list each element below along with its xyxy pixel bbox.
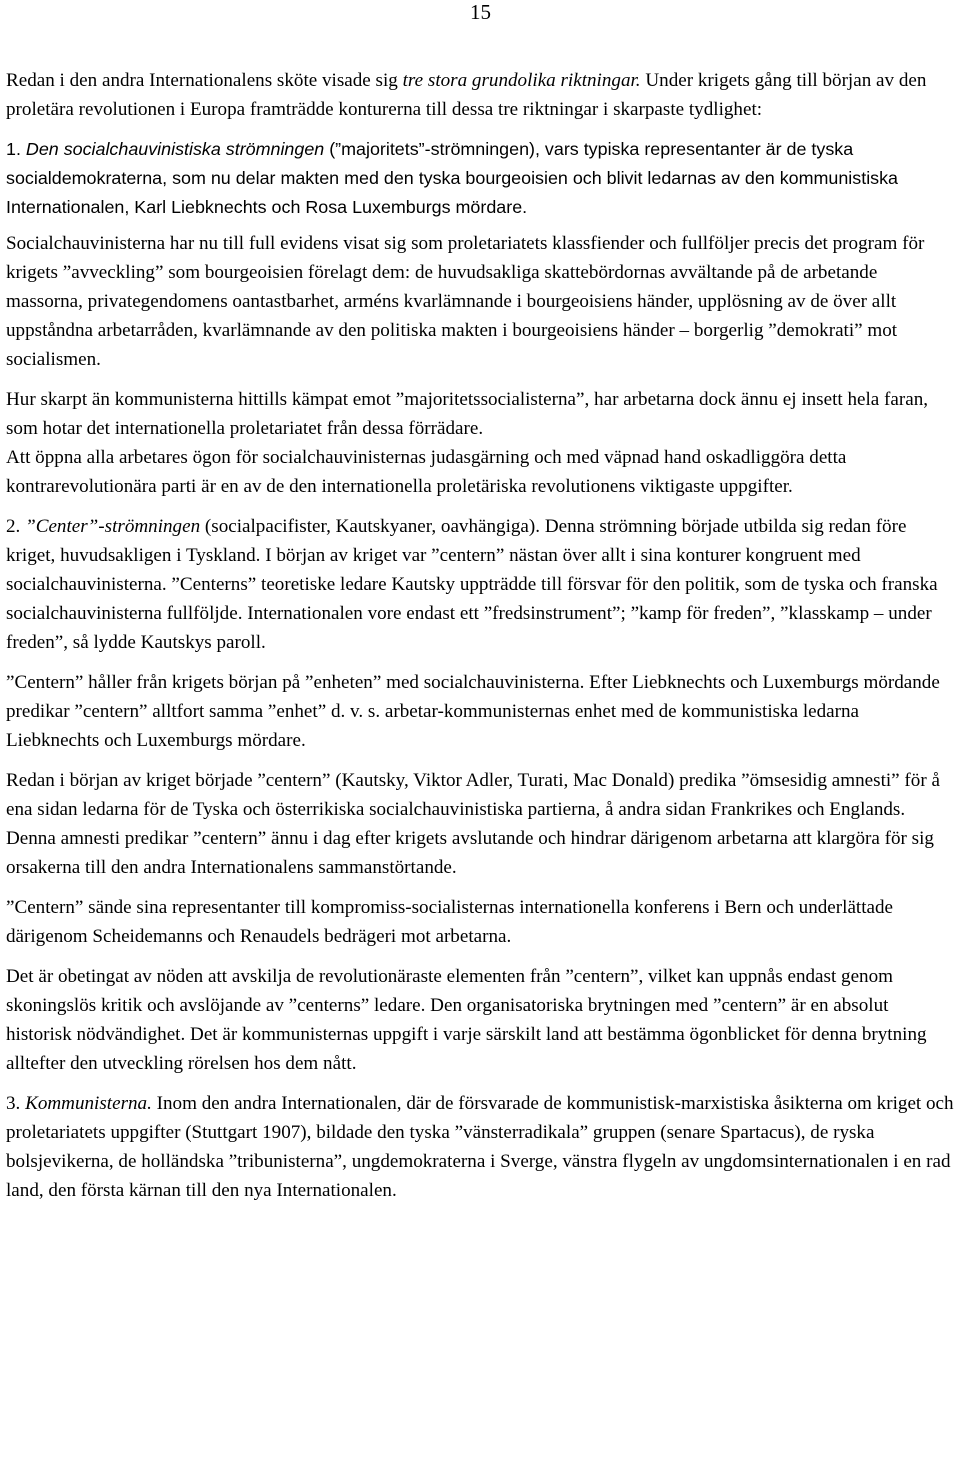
- section-2-number: 2.: [6, 516, 26, 537]
- page-number: 15: [470, 0, 491, 24]
- section-2-heading: ”Center”-strömningen: [25, 516, 201, 537]
- section-1-paragraph-4: Att öppna alla arbetares ögon för socialchauvinisternas judasgärning och med väpnad hand oskadliggöra detta kontrarevolutionära parti är en av de den internationella proletäriska revolutionens viktigaste uppgifter.: [6, 447, 847, 497]
- section-3-heading: Kommunisterna.: [25, 1093, 152, 1114]
- section-2-paragraph-5: Det är obetingat av nöden att avskilja de revolutionäraste elementen från ”centern”, vilket kan uppnås endast genom skoningslös kritik och avslöjande av ”centerns” ledare. Den organisatoriska brytningen med ”centern” är en absolut historisk nödvändighet. Det är kommunisternas uppgift i varje särskilt land att bestämma ögonblicket för denna brytning alltefter den utveckling rörelsen hos dem nått.: [6, 966, 927, 1074]
- section-2-paragraph-4: ”Centern” sände sina representanter till kompromiss-socialisternas internationella konferens i Bern och underlättade därigenom Scheidemanns och Renaudels bedrägeri mot arbetarna.: [6, 897, 894, 947]
- section-1-heading: Den socialchauvinistiska strömningen: [25, 139, 325, 159]
- intro-emphasis: tre stora grundolika riktningar.: [402, 70, 641, 91]
- section-1-paragraph-3: Hur skarpt än kommunisterna hittills kämpat emot ”majoritetssocialisterna”, har arbetarna dock ännu ej insett hela faran, som hotar det internationella proletariatet från dessa förrädare.: [6, 389, 929, 439]
- section-2-paragraph-3: Redan i början av kriget började ”centern” (Kautsky, Viktor Adler, Turati, Mac Donald) predika ”ömsesidig amnesti” för å ena sidan ledarna för de Tyska och österrikiska socialchauvinistiska partierna, å andra sidan Frankrikes och Englands. Denna amnesti predikar ”centern” ännu i dag efter krigets avslutande och hindrar därigenom arbetarna att klargöra för sig orsakerna till den andra Internationalens sammanstörtande.: [6, 770, 940, 878]
- section-2-paragraph-2: ”Centern” håller från krigets början på ”enheten” med socialchauvinisterna. Efter Liebknechts och Luxemburgs mördande predikar ”centern” alltfort samma ”enhet” d. v. s. arbetar-kommunisternas enhet med de kommunistiska ledarna Liebknechts och Luxemburgs mördare.: [6, 672, 940, 751]
- section-1-paragraph-2: Socialchauvinisterna har nu till full evidens visat sig som proletariatets klassfiender och fullföljer precis det program för krigets ”avveckling” som bourgeoisien förelagt dem: de huvudsakliga skattebördornas avvältande på de arbetande massorna, privategendomens oantastbarhet, arméns kvarlämnande i bourgeoisiens händer, upplösning av de över allt uppståndna arbetarråden, kvarlämnande av den politiska makten i bourgeoisiens händer – borgerlig ”demokrati” mot socialismen.: [6, 233, 925, 370]
- section-1-text: (”majoritets”-strömningen), vars typiska representanter är de tyska socialdemokraterna, som nu delar makten med den tyska bourgeoisien och blivit ledarnas av den kommunistiska Internationalen, Karl Liebknechts och Rosa Luxemburgs mördare.: [6, 139, 899, 217]
- intro-text-1: Redan i den andra Internationalens sköte visade sig: [6, 70, 403, 91]
- section-2-text: (socialpacifister, Kautskyaner, oavhängiga). Denna strömning började utbilda sig redan före kriget, huvudsakligen i Tyskland. I början av kriget var ”centern” nästan över allt i sina konturer kongruent med socialchauvinisterna. ”Centerns” teoretiske ledare Kautsky uppträdde till försvar för den politik, som de tyska och franska socialchauvinisterna fullföljde. Internationalen vore endast ett ”fredsinstrument”; ”kamp för freden”, ”klasskamp – under freden”, så lydde Kautskys paroll.: [6, 516, 938, 653]
- section-1-number: 1.: [6, 139, 26, 159]
- intro-paragraph: [6, 66, 956, 124]
- document-body: [6, 66, 956, 1216]
- intro-text-2: Under krigets gång till början av den proletära revolutionen i Europa framträdde konturerna till dessa tre riktningar i skarpaste tydlighet:: [6, 70, 927, 120]
- section-1-paragraph: [6, 135, 956, 222]
- section-3-paragraph: [6, 1089, 956, 1205]
- section-3-text: Inom den andra Internationalen, där de försvarade de kommunistisk-marxistiska åsikterna om kriget och proletariatets uppgifter (Stuttgart 1907), bildade den tyska ”vänsterradikala” gruppen (senare Spartacus), de ryska bolsjevikerna, de holländska ”tribunisterna”, ungdemokraterna i Sverge, vänstra flygeln av ungdomsinternationalen i en rad land, den första kärnan till den nya Internationalen.: [6, 1093, 954, 1201]
- section-3-number: 3.: [6, 1093, 26, 1114]
- section-2-paragraph: [6, 512, 956, 657]
